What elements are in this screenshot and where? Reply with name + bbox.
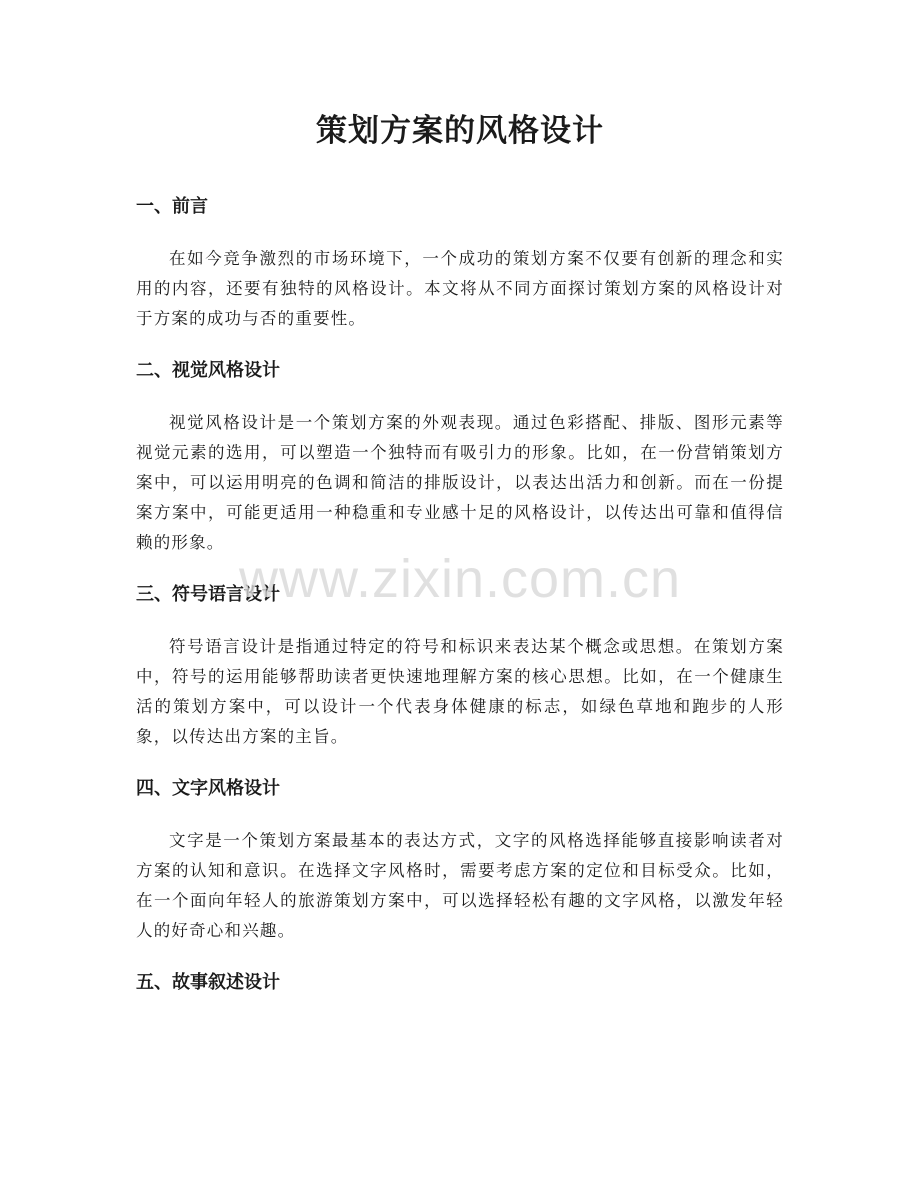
section-visual-style <box>136 358 784 558</box>
section-paragraph: 视觉风格设计是一个策划方案的外观表现。通过色彩搭配、排版、图形元素等视觉元素的选用，可以塑造一个独特而有吸引力的形象。比如，在一份营销策划方案中，可以运用明亮的色调和简洁的排版设计，以表达出活力和创新。而在一份提案方案中，可能更适用一种稳重和专业感十足的风格设计，以传达出可靠和值得信赖的形象。 <box>136 413 784 552</box>
section-paragraph: 在如今竞争激烈的市场环境下，一个成功的策划方案不仅要有创新的理念和实用的内容，还要有独特的风格设计。本文将从不同方面探讨策划方案的风格设计对于方案的成功与否的重要性。 <box>136 249 784 328</box>
section-heading: 一、前言 <box>136 196 208 217</box>
section-heading: 二、视觉风格设计 <box>136 360 280 381</box>
section-storytelling <box>136 970 784 996</box>
section-heading: 五、故事叙述设计 <box>136 972 280 993</box>
section-paragraph: 符号语言设计是指通过特定的符号和标识来表达某个概念或思想。在策划方案中，符号的运用能够帮助读者更快速地理解方案的核心思想。比如，在一个健康生活的策划方案中，可以设计一个代表身体健康的标志，如绿色草地和跑步的人形象，以传达出方案的主旨。 <box>136 637 784 746</box>
section-preface <box>136 194 784 334</box>
section-paragraph: 文字是一个策划方案最基本的表达方式，文字的风格选择能够直接影响读者对方案的认知和意识。在选择文字风格时，需要考虑方案的定位和目标受众。比如，在一个面向年轻人的旅游策划方案中，可以选择轻松有趣的文字风格，以激发年轻人的好奇心和兴趣。 <box>136 831 784 940</box>
section-heading: 四、文字风格设计 <box>136 778 280 799</box>
page-title: 策划方案的风格设计 <box>316 113 604 149</box>
section-symbol-language <box>136 582 784 752</box>
section-heading: 三、符号语言设计 <box>136 584 280 605</box>
watermark: www.zixin.com.cn <box>238 549 682 609</box>
section-text-style <box>136 776 784 946</box>
